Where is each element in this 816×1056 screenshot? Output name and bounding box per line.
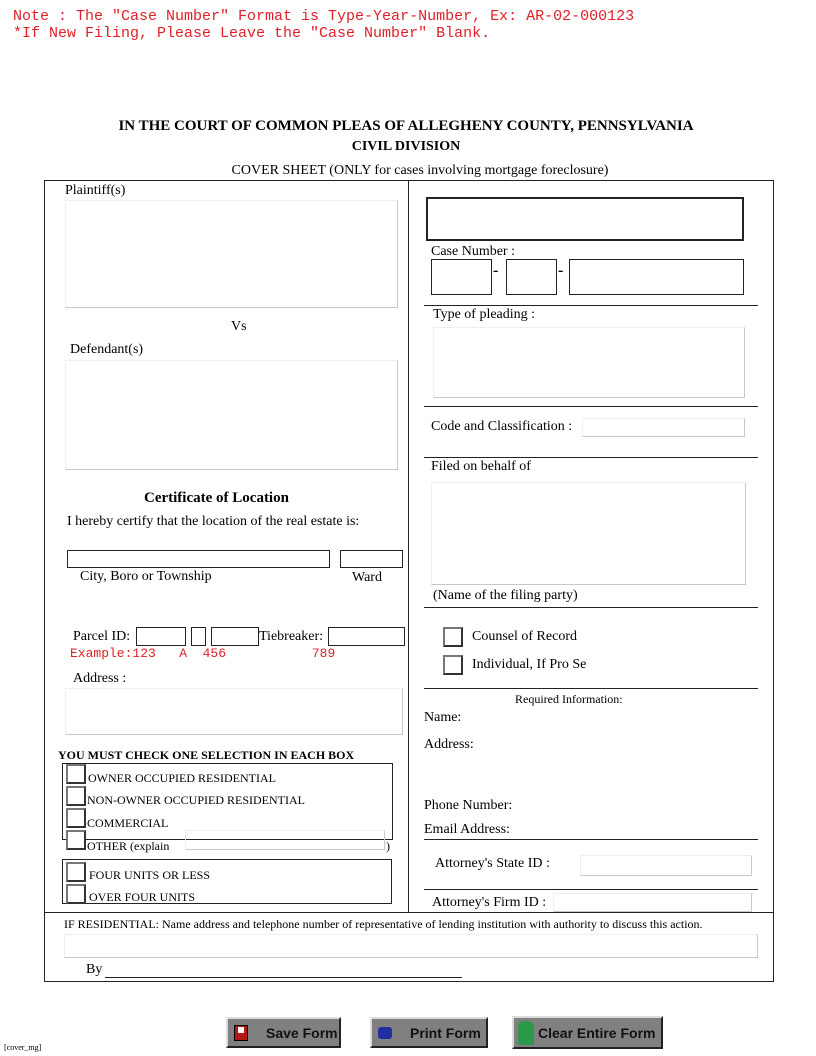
lender-representative-input[interactable] — [64, 934, 758, 958]
four-units-or-less-checkbox[interactable] — [66, 862, 86, 882]
code-label: Code and Classification : — [431, 419, 573, 434]
filing-party-label: (Name of the filing party) — [433, 588, 578, 603]
parcel-id-part2[interactable] — [191, 627, 206, 646]
case-year-field[interactable] — [506, 259, 557, 295]
divider — [424, 688, 758, 689]
must-check-heading: YOU MUST CHECK ONE SELECTION IN EACH BOX — [58, 748, 355, 762]
print-form-button[interactable] — [370, 1017, 488, 1048]
defendant-textarea[interactable] — [65, 360, 398, 470]
divider — [424, 406, 758, 407]
other-checkbox[interactable] — [66, 830, 86, 850]
counsel-checkbox[interactable] — [443, 627, 463, 647]
email-label: Email Address: — [424, 822, 510, 837]
pro-se-checkbox[interactable] — [443, 655, 463, 675]
owner-occupied-label: OWNER OCCUPIED RESIDENTIAL — [88, 771, 276, 785]
commercial-label: COMMERCIAL — [87, 816, 169, 830]
address-label: Address: — [424, 737, 474, 752]
over-four-units-label: OVER FOUR UNITS — [89, 890, 196, 904]
dash: - — [493, 262, 499, 279]
pleading-label: Type of pleading : — [433, 307, 536, 322]
code-input[interactable] — [582, 418, 745, 437]
divider — [44, 912, 774, 913]
court-title: IN THE COURT OF COMMON PLEAS OF ALLEGHENY COUNTY, PENNSYLVANIA — [118, 118, 694, 134]
certificate-text: I hereby certify that the location of the real estate is: — [67, 514, 360, 529]
phone-label: Phone Number: — [424, 798, 513, 813]
dash: - — [558, 262, 564, 279]
clear-form-label: Clear Entire Form — [538, 1024, 656, 1041]
floppy-disk-icon — [234, 1025, 248, 1041]
over-four-units-checkbox[interactable] — [66, 884, 86, 904]
new-filing-note: *If New Filing, Please Leave the "Case Number" Blank. — [13, 25, 491, 42]
commercial-checkbox[interactable] — [66, 808, 86, 828]
trash-can-icon — [518, 1021, 534, 1045]
ward-input[interactable] — [340, 550, 403, 568]
parcel-example: Example:123 A 456 789 — [70, 646, 336, 661]
footer-tag: [cover_mg] — [4, 1043, 42, 1052]
divider — [424, 607, 758, 608]
case-number-label: Case Number : — [431, 244, 515, 259]
signature-line[interactable] — [105, 977, 462, 978]
case-number-field[interactable] — [569, 259, 744, 295]
non-owner-occupied-checkbox[interactable] — [66, 786, 86, 806]
name-label: Name: — [424, 710, 462, 725]
other-explain-input[interactable] — [185, 830, 385, 850]
city-label: City, Boro or Township — [80, 569, 212, 584]
counsel-label: Counsel of Record — [472, 629, 577, 644]
division-title: CIVIL DIVISION — [351, 139, 461, 154]
non-owner-occupied-label: NON-OWNER OCCUPIED RESIDENTIAL — [87, 793, 305, 807]
vs-label: Vs — [231, 319, 247, 334]
pleading-textarea[interactable] — [433, 327, 745, 398]
address-label: Address : — [73, 671, 127, 686]
save-form-label: Save Form — [266, 1024, 338, 1041]
certificate-title: Certificate of Location — [144, 490, 289, 506]
case-type-field[interactable] — [431, 259, 492, 295]
address-textarea[interactable] — [65, 688, 403, 735]
firm-id-label: Attorney's Firm ID : — [432, 895, 547, 910]
other-label: OTHER (explain — [87, 839, 170, 853]
ward-label: Ward — [352, 570, 382, 585]
state-id-input[interactable] — [580, 855, 752, 876]
filed-on-behalf-label: Filed on behalf of — [431, 459, 531, 474]
pro-se-label: Individual, If Pro Se — [472, 657, 587, 672]
defendant-label: Defendant(s) — [70, 342, 144, 357]
state-id-label: Attorney's State ID : — [435, 856, 550, 871]
close-paren: ) — [386, 839, 390, 853]
required-info-label: Required Information: — [515, 692, 623, 706]
by-label: By — [86, 962, 103, 977]
city-input[interactable] — [67, 550, 330, 568]
parcel-id-part1[interactable] — [136, 627, 186, 646]
printer-icon — [378, 1027, 392, 1039]
tiebreaker-input[interactable] — [328, 627, 405, 646]
cover-sheet-subtitle: COVER SHEET (ONLY for cases involving mortgage foreclosure) — [231, 163, 609, 178]
column-divider — [408, 180, 409, 912]
print-form-label: Print Form — [410, 1024, 481, 1041]
format-note: Note : The "Case Number" Format is Type-Year-Number, Ex: AR-02-000123 — [13, 8, 635, 25]
filed-on-behalf-textarea[interactable] — [431, 482, 746, 585]
divider — [424, 839, 758, 840]
plaintiff-textarea[interactable] — [65, 200, 398, 308]
tiebreaker-label: Tiebreaker: — [259, 629, 324, 644]
case-type-input[interactable] — [426, 197, 744, 241]
residential-label: IF RESIDENTIAL: Name address and telephone number of representative of lending institution with authority to discuss this action. — [64, 917, 703, 931]
four-units-or-less-label: FOUR UNITS OR LESS — [89, 868, 211, 882]
divider — [424, 457, 758, 458]
plaintiff-label: Plaintiff(s) — [65, 183, 126, 198]
clear-form-button[interactable] — [512, 1016, 663, 1049]
parcel-id-label: Parcel ID: — [73, 629, 131, 644]
save-form-button[interactable] — [226, 1017, 341, 1048]
divider — [424, 889, 758, 890]
firm-id-input[interactable] — [553, 893, 752, 912]
parcel-id-part3[interactable] — [211, 627, 259, 646]
owner-occupied-checkbox[interactable] — [66, 764, 86, 784]
divider — [424, 305, 758, 306]
